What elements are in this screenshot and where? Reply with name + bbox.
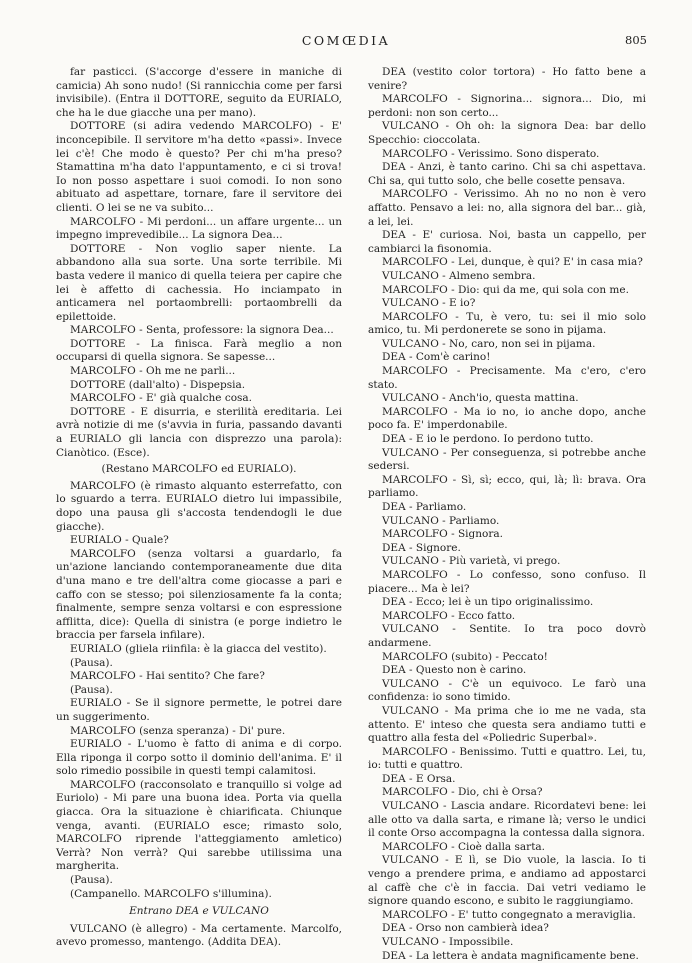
paragraph: MARCOLFO (racconsolato e tranquillo si volge ad Euriolo) - Mi pare una buona idea. Porta via quella giacca. Ora la situazione è chiarificata. Chiunque venga, avanti. (EURIALO esce; rimasto solo, MARCOLFO riprende l'atteggiamento amletico) Verrà? Non verrà? Qui sarebbe utilissima una margherita.	[56, 778, 342, 873]
paragraph: DEA (vestito color tortora) - Ho fatto bene a venire?	[368, 66, 646, 92]
paragraph: MARCOLFO - Oh me ne parli...	[70, 365, 236, 378]
paragraph: MARCOLFO (subito) - Peccato!	[382, 650, 548, 663]
paragraph: DOTTORE (si adira vedendo MARCOLFO) - E' inconcepibile. Il servitore m'ha detto «passi». Invece lei c'è! Che modo è questo? Per chi m'ha preso? Stamattina m'ha dato l'appuntamento, e ci si trova! Io non posso aspettare i suoi comodi. Io non sono abituato ad aspettare, tornare, fare il servitore dei clienti. O lei se ne va subito...	[56, 120, 342, 214]
paragraph: DEA - Orso non cambierà idea?	[382, 922, 549, 935]
paragraph: DEA - La lettera è andata magnificamente bene.	[382, 949, 639, 962]
paragraph: MARCOLFO - Lei, dunque, è qui? E' in casa mia?	[382, 256, 643, 269]
paragraph: VULCANO - No, caro, non sei in pijama.	[382, 337, 596, 350]
page-number: 805	[625, 33, 647, 47]
stage-direction: (Restano MARCOLFO ed EURIALO).	[101, 463, 297, 476]
paragraph: MARCOLFO (senza speranza) - Di' pure.	[70, 724, 286, 737]
right-column	[368, 66, 646, 963]
paragraph: VULCANO - Più varietà, vi prego.	[382, 555, 561, 568]
paragraph: DEA - E Orsa.	[382, 772, 456, 785]
paragraph: DEA - Parliamo.	[382, 501, 467, 513]
paragraph: MARCOLFO - Benissimo. Tutti e quattro. Lei, tu, io: tutti e quattro.	[368, 745, 646, 772]
paragraph: DOTTORE (dall'alto) - Dispepsia.	[70, 378, 246, 391]
paragraph: MARCOLFO - E' già qualche cosa.	[70, 392, 253, 405]
paragraph: MARCOLFO - Verissimo. Sono disperato.	[382, 147, 600, 160]
paragraph: far pasticci. (S'accorge d'essere in maniche di camicia) Ah sono nudo! (Si rannicchia come per farsi invisibile). (Entra il DOTTORE, seguito da EURIALO, che ha le due giacche una per mano).	[56, 66, 342, 119]
paragraph: MARCOLFO - Senta, professore: la signora Dea...	[70, 324, 334, 337]
paragraph: (Pausa).	[70, 656, 113, 669]
paragraph: MARCOLFO - Hai sentito? Che fare?	[70, 670, 265, 683]
paragraph: (Pausa).	[70, 683, 113, 696]
paragraph: DEA - E' curiosa. Noi, basta un cappello, per cambiarci la fisonomia.	[368, 229, 646, 255]
paragraph: VULCANO - Impossibile.	[382, 936, 514, 948]
paragraph: MARCOLFO - Mi perdoni... un affare urgente... un impegno imprevedibile... La signora Dea...	[56, 215, 342, 242]
left-column	[56, 66, 342, 950]
paragraph: MARCOLFO - Dio, chi è Orsa?	[382, 786, 543, 799]
paragraph: VULCANO - C'è un equivoco. Le farò una confidenza: io sono timido.	[368, 677, 646, 704]
paragraph: DOTTORE - E disurria, e sterilità ereditaria. Lei avrà notizie di me (s'avvia in furia, passando davanti a EURIALO gli lancia con disprezzo una parola): Cianòtico. (Esce).	[56, 405, 342, 459]
paragraph: MARCOLFO - Ma io no, io anche dopo, anche poco fa. E' imperdonabile.	[368, 405, 646, 432]
paragraph: DOTTORE - Non voglio saper niente. La abbandono alla sua sorte. Una sorte terribile. Mi basta vedere il manico di quella teiera per capire che lei è affetto di cachessia. Ho inciampato in anticamera nel portaombrelli: portaombrelli da epilettoide.	[56, 242, 342, 323]
paragraph: DOTTORE - La finisca. Farà meglio a non occuparsi di quella signora. Se sapesse...	[56, 337, 342, 364]
paragraph: MARCOLFO (è rimasto alquanto esterrefatto, con lo sguardo a terra. EURIALO dietro lui impassibile, dopo una pausa gli s'accosta tendendogli le due giacche).	[56, 479, 342, 533]
paragraph: DEA - Com'è carino!	[382, 351, 491, 364]
paragraph: EURIALO - L'uomo è fatto di anima e di corpo. Ella riponga il corpo sotto il dominio dell'anima. E' il solo rimedio possibile in questi tempi calamitosi.	[56, 738, 342, 778]
paragraph: VULCANO - Almeno sembra.	[382, 269, 536, 282]
paragraph: DEA - Questo non è carino.	[382, 664, 527, 677]
paragraph: EURIALO - Quale?	[70, 534, 169, 547]
paragraph: MARCOLFO - Signorina... signora... Dio, mi perdoni: non son certo...	[368, 93, 646, 119]
paragraph: DEA - E io le perdono. Io perdono tutto.	[382, 433, 594, 446]
paragraph: MARCOLFO - Dio: qui da me, qui sola con me.	[382, 283, 629, 296]
paragraph: MARCOLFO - Signora.	[382, 528, 503, 541]
paragraph: EURIALO - Se il signore permette, le potrei dare un suggerimento.	[56, 697, 342, 723]
paragraph: MARCOLFO - Sì, sì; ecco, qui, là; lì: brava. Ora parliamo.	[368, 473, 646, 500]
paragraph: VULCANO - Parliamo.	[382, 514, 500, 527]
paragraph: MARCOLFO - Tu, è vero, tu: sei il mio solo amico, tu. Mi perdonerete se sono in pijama.	[368, 310, 646, 337]
paragraph: DEA - Ecco; lei è un tipo originalissimo.	[382, 596, 594, 609]
paragraph: VULCANO - E io?	[382, 297, 476, 310]
paragraph: MARCOLFO (senza voltarsi a guardarlo, fa un'azione lanciando contemporaneamente due dita d'una mano e tre dell'altra come giocasse a pari e caffo con se stesso; poi silenziosamente fa la conta; finalmente, sempre senza voltarsi e con espressione afflitta, dice): Quella di sinistra (e porge indietro le braccia per farsela infilare).	[56, 547, 342, 642]
paragraph: MARCOLFO - Verissimo. Ah no no non è vero affatto. Pensavo a lei: no, alla signora del bar... già, a lei, lei.	[368, 188, 646, 228]
paragraph: EURIALO (gliela riinfila: è la giacca del vestito).	[70, 642, 327, 655]
paragraph: DEA - Anzi, è tanto carino. Chi sa chi aspettava. Chi sa, qui tutto solo, che belle cosette pensava.	[368, 161, 646, 187]
paragraph: VULCANO - Ma prima che io me ne vada, sta attento. E' inteso che questa sera andiamo tutti e quattro alla festa del «Poliedric Superbal».	[368, 704, 646, 745]
paragraph: MARCOLFO - Ecco fatto.	[382, 609, 516, 622]
paragraph: VULCANO - Lascia andare. Ricordatevi bene: lei alle otto va dalla sarta, e rimane là; verso le undici il conte Orso accompagna la contessa dalla signora.	[368, 800, 646, 840]
paragraph: (Campanello. MARCOLFO s'illumina).	[70, 887, 272, 900]
paragraph: DEA - Signore.	[382, 541, 461, 554]
scene-heading: Entrano DEA e VULCANO	[129, 905, 269, 918]
paragraph: MARCOLFO - Cioè dalla sarta.	[382, 840, 546, 853]
paragraph: VULCANO - Per conseguenza, si potrebbe anche sedersi.	[368, 446, 646, 473]
running-title: COMŒDIA	[301, 33, 391, 48]
paragraph: (Pausa).	[70, 874, 113, 887]
paragraph: VULCANO - E lì, se Dio vuole, la lascia. Io ti vengo a prendere prima, e andiamo ad appostarci al caffè che c'è in faccia. Dai vetri vediamo le signore quando escono, e subito le raggiungiamo.	[368, 854, 646, 908]
paragraph: VULCANO - Sentite. Io tra poco dovrò andarmene.	[368, 623, 646, 649]
paragraph: MARCOLFO - Lo confesso, sono confuso. Il piacere... Ma è lei?	[368, 568, 646, 595]
paragraph: MARCOLFO - Precisamente. Ma c'ero, c'ero stato.	[368, 365, 646, 391]
paragraph: VULCANO (è allegro) - Ma certamente. Marcolfo, avevo promesso, mantengo. (Addita DEA).	[56, 922, 342, 949]
paragraph: VULCANO - Anch'io, questa mattina.	[382, 392, 579, 405]
paragraph: MARCOLFO - E' tutto congegnato a meraviglia.	[382, 908, 636, 921]
paragraph: VULCANO - Oh oh: la signora Dea: bar dello Specchio: cioccolata.	[368, 120, 646, 146]
